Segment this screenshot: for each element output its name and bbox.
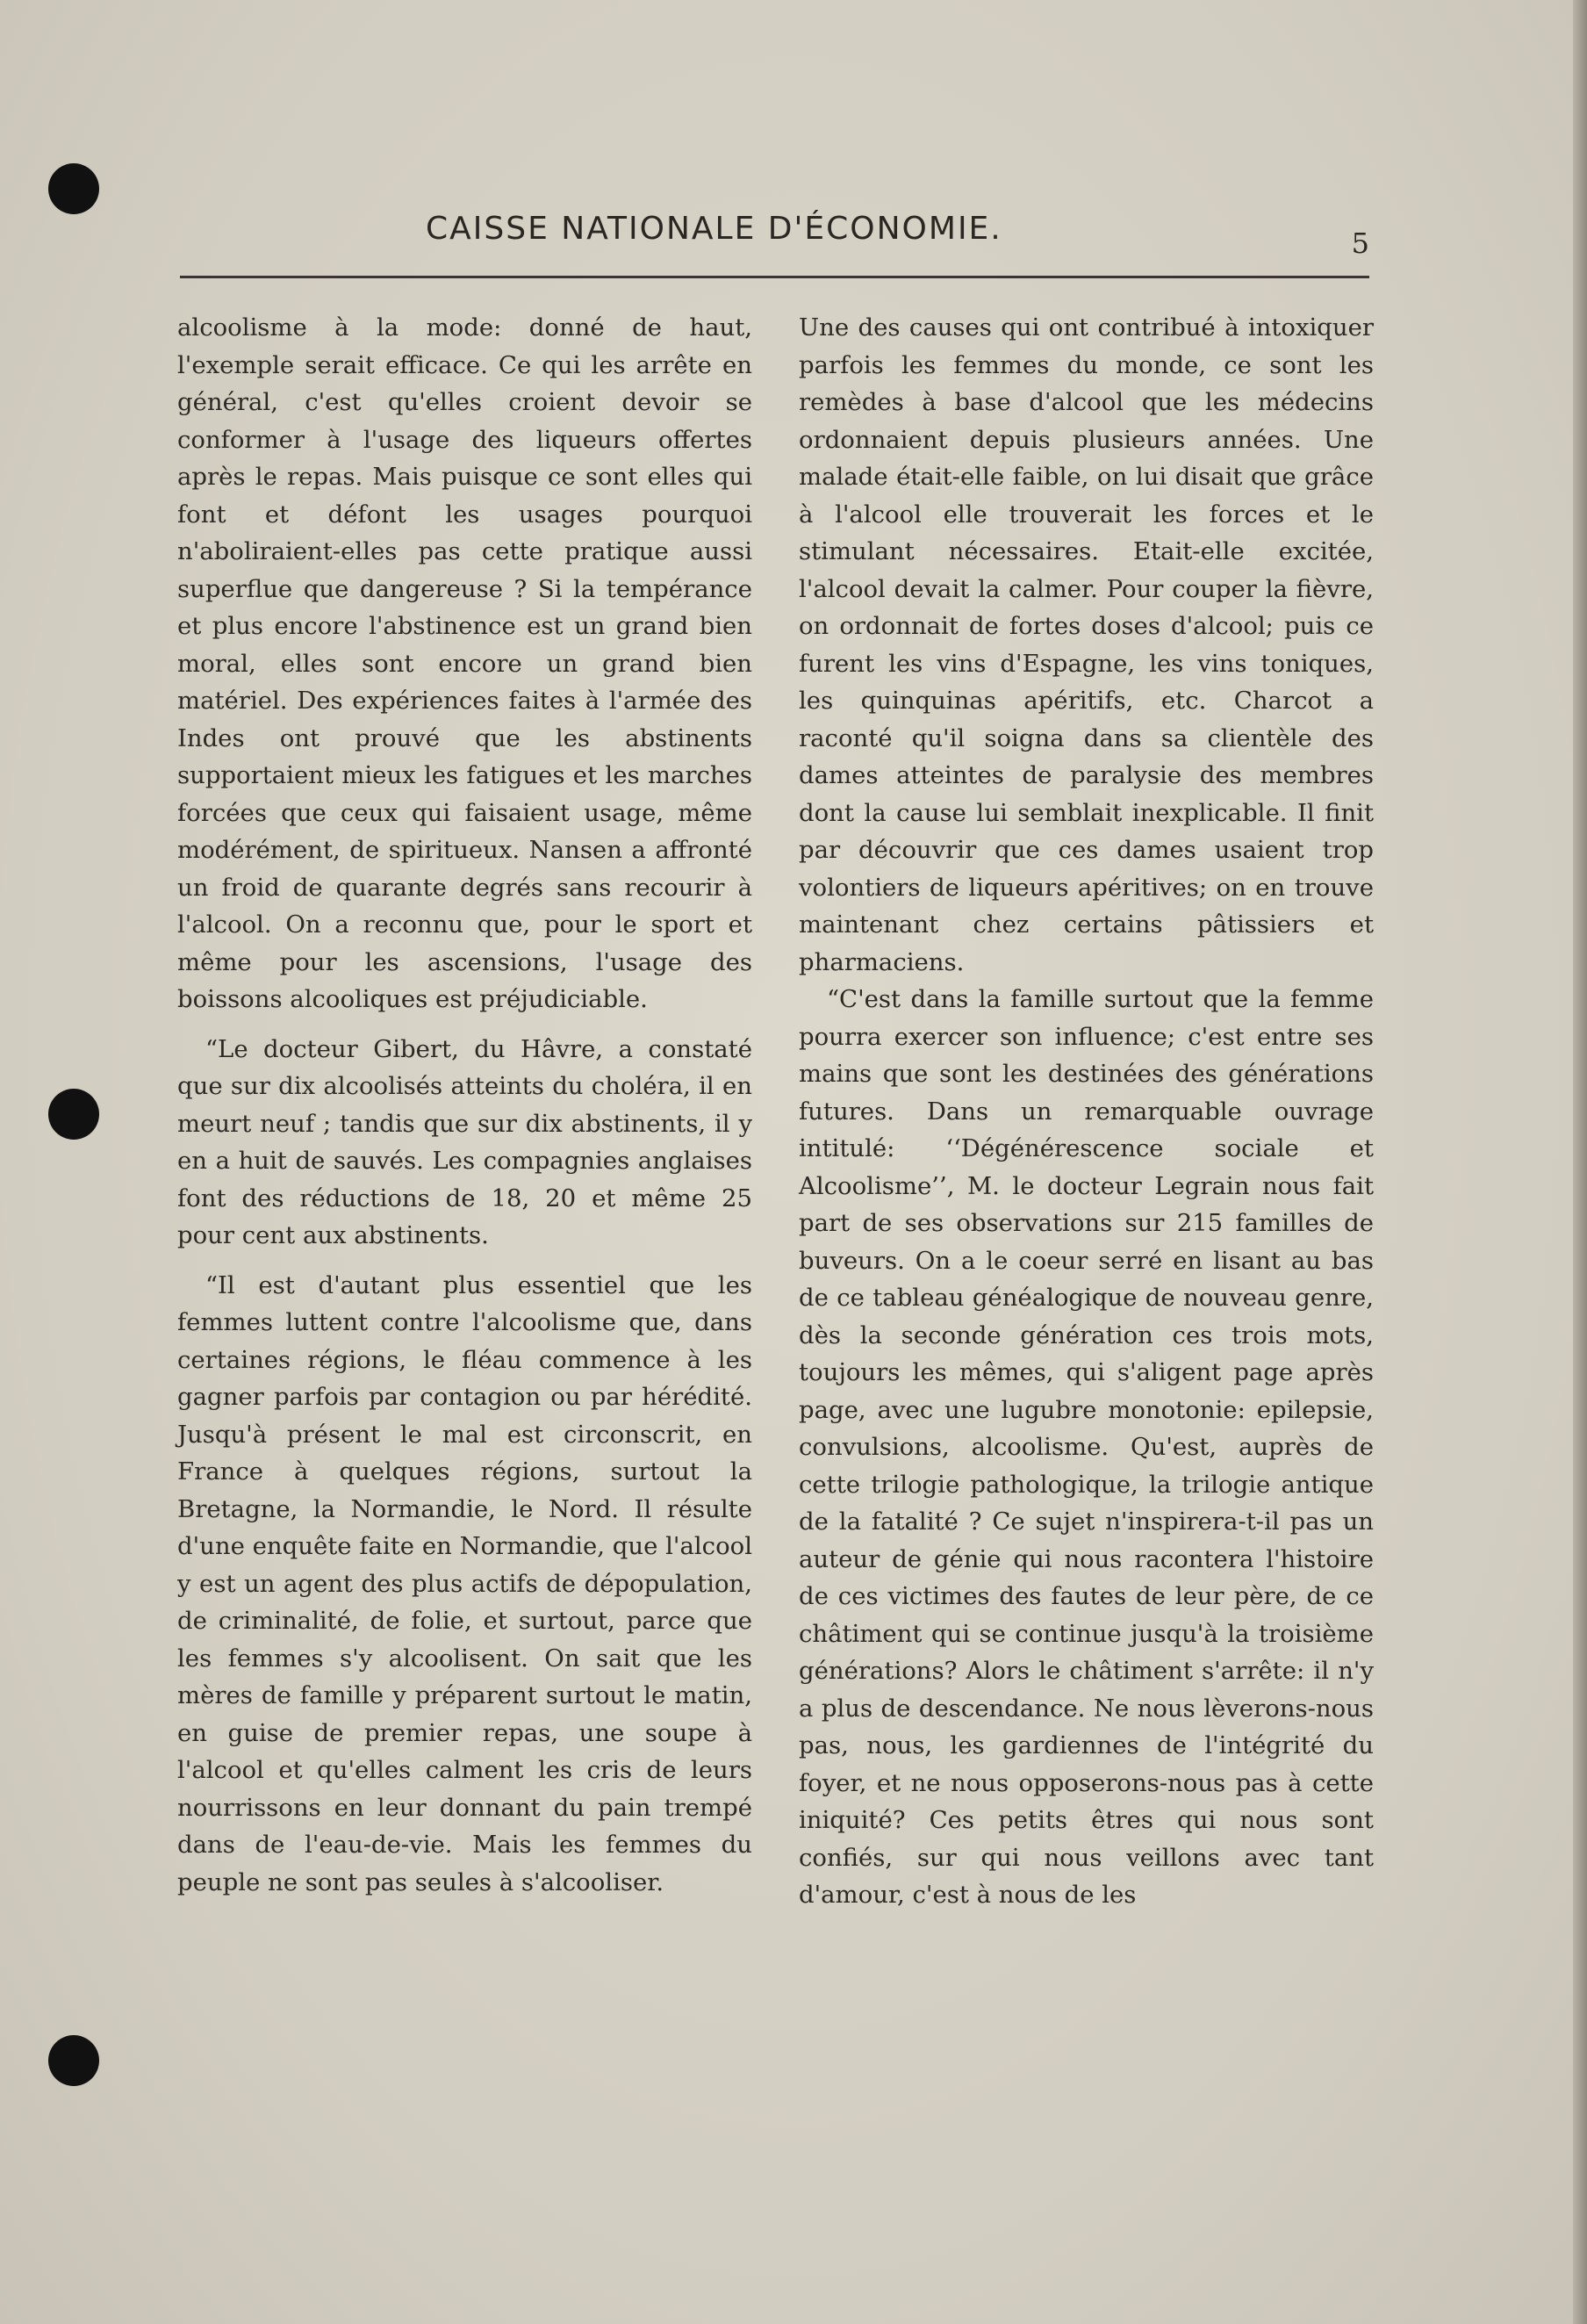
binder-hole-bottom — [48, 2035, 99, 2086]
right-paragraph-1: Une des causes qui ont contribué à intoxiquer parfois les femmes du monde, ce sont les remèdes à base d'alcool que les médecins ordonnaient depuis plusieurs années. Une malade était-elle faible, on lui disait que grâce à l'alcool elle trouverait les forces et le stimulant nécessaires. Etait-elle excitée, l'alcool devait la calmer. Pour couper la fièvre, on ordonnait de fortes doses d'alcool; puis ce furent les vins d'Espagne, les vins toniques, les quinquinas apéritifs, etc. Charcot a raconté qu'il soigna dans sa clientèle des dames atteintes de paralysie des membres dont la cause lui semblait inexplicable. Il finit par découvrir que ces dames usaient trop volontiers de liqueurs apéritives; on en trouve maintenant chez certains pâtissiers et pharmaciens. — [799, 313, 1374, 976]
page-number: 5 — [1351, 227, 1369, 260]
left-paragraph-2: “Le docteur Gibert, du Hâvre, a constaté que sur dix alcoolisés atteints du choléra, il en meurt neuf ; tandis que sur dix abstinents, il y en a huit de sauvés. Les compagnies anglaises font des réductions de 18, 20 et même 25 pour cent aux abstinents. — [177, 1034, 752, 1249]
binder-hole-middle — [48, 1089, 99, 1140]
right-column — [799, 309, 1374, 1914]
left-paragraph-3: “Il est d'autant plus essentiel que les femmes luttent contre l'alcoolisme que, dans certaines régions, le fléau commence à les gagner parfois par contagion ou par hérédité. Jusqu'à présent le mal est circonscrit, en France à quelques régions, surtout la Bretagne, la Normandie, le Nord. Il résulte d'une enquête faite en Normandie, que l'alcool y est un agent des plus actifs de dépopulation, de criminalité, de folie, et surtout, parce que les femmes s'y alcoolisent. On sait que les mères de famille y préparent surtout le matin, en guise de premier repas, une soupe à l'alcool et qu'elles calment les cris de leurs nourrissons en leur donnant du pain trempé dans de l'eau-de-vie. Mais les femmes du peuple ne sont pas seules à s'alcooliser. — [177, 1270, 752, 1896]
running-title: CAISSE NATIONALE D'ÉCONOMIE. — [426, 211, 1002, 247]
page-header — [180, 211, 1369, 263]
header-rule — [180, 276, 1369, 278]
left-column — [177, 309, 752, 1901]
page-edge-shadow — [1573, 0, 1587, 2324]
left-paragraph-1: alcoolisme à la mode: donné de haut, l'exemple serait efficace. Ce qui les arrête en général, c'est qu'elles croient devoir se conformer à l'usage des liqueurs offertes après le repas. Mais puisque ce sont elles qui font et défont les usages pourquoi n'aboliraient-elles pas cette pratique aussi superflue que dangereuse ? Si la tempérance et plus encore l'abstinence est un grand bien moral, elles sont encore un grand bien matériel. Des expériences faites à l'armée des Indes ont prouvé que les abstinents supportaient mieux les fatigues et les marches forcées que ceux qui faisaient usage, même modérément, de spiritueux. Nansen a affronté un froid de quarante degrés sans recourir à l'alcool. On a reconnu que, pour le sport et même pour les ascensions, l'usage des boissons alcooliques est préjudiciable. — [177, 313, 752, 1013]
binder-hole-top — [48, 163, 99, 214]
right-paragraph-2: “C'est dans la famille surtout que la femme pourra exercer son influence; c'est entre ses mains que sont les destinées des générations futures. Dans un remarquable ouvrage intitulé: ‘‘Dégénérescence sociale et Alcoolisme’’, M. le docteur Legrain nous fait part de ses observations sur 215 familles de buveurs. On a le coeur serré en lisant au bas de ce tableau généalogique de nouveau genre, dès la seconde génération ces trois mots, toujours les mêmes, qui s'aligent page après page, avec une lugubre monotonie: epilepsie, convulsions, alcoolisme. Qu'est, auprès de cette trilogie pathologique, la trilogie antique de la fatalité ? Ce sujet n'inspirera-t-il pas un auteur de génie qui nous racontera l'histoire de ces victimes des fautes de leur père, de ce châtiment qui se continue jusqu'à la troisième générations? Alors le châtiment s'arrête: il n'y a plus de descendance. Ne nous lèverons-nous pas, nous, les gardiennes de l'intégrité du foyer, et ne nous opposerons-nous pas à cette iniquité? Ces petits êtres qui nous sont confiés, sur qui nous veillons avec tant d'amour, c'est à nous de les — [799, 985, 1374, 1909]
